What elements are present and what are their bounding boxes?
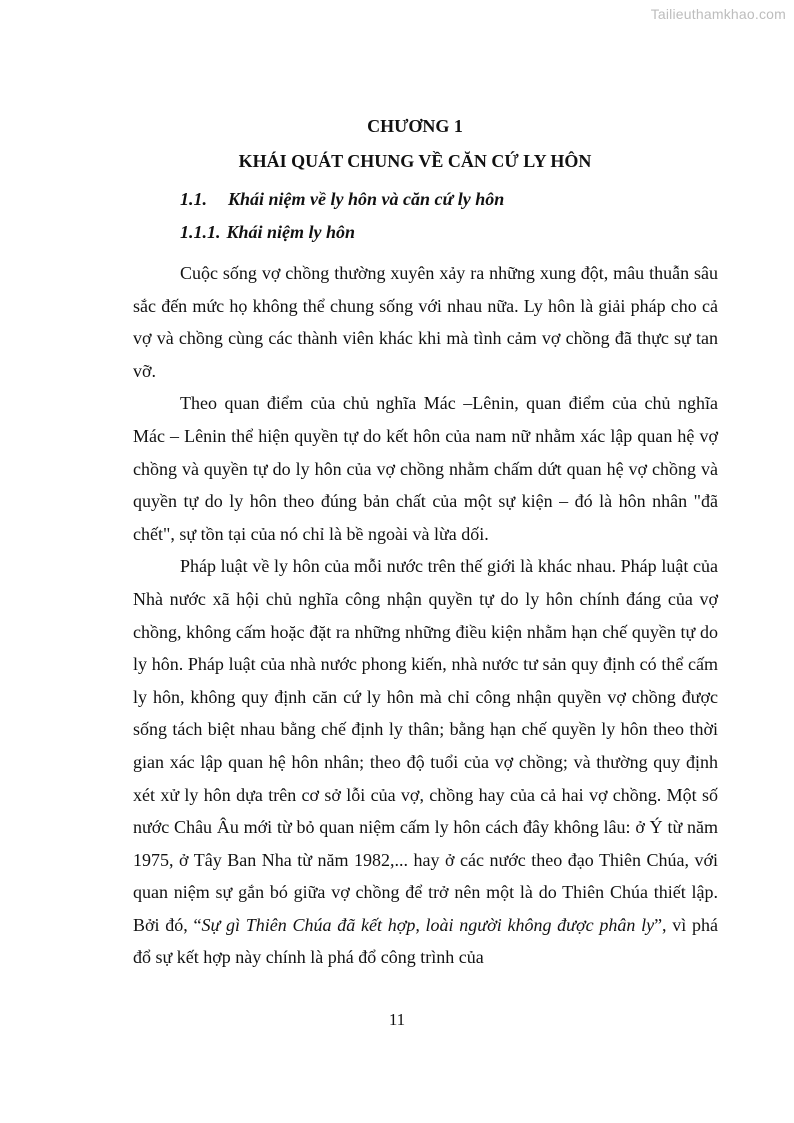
page-content (133, 114, 718, 974)
chapter-title: KHÁI QUÁT CHUNG VỀ CĂN CỨ LY HÔN (238, 151, 592, 171)
paragraph-3 (133, 550, 718, 974)
section-heading (180, 188, 718, 210)
subsection-heading (180, 221, 718, 243)
subsection-title: Khái niệm ly hôn (226, 222, 356, 242)
paragraph-3-text-b: ”, vì phá đổ sự kết hợp này chính là phá đổ công trình của (133, 914, 719, 968)
paragraph-1: Cuộc sống vợ chồng thường xuyên xảy ra những xung đột, mâu thuẫn sâu sắc đến mức họ không thể chung sống với nhau nữa. Ly hôn là giải pháp cho cả vợ và chồng cùng các thành viên khác khi mà tình cảm vợ chồng đã thực sự tan vỡ. (133, 263, 718, 381)
watermark: Tailieuthamkhao.com (650, 6, 786, 22)
paragraph-2: Theo quan điểm của chủ nghĩa Mác –Lênin, quan điểm của chủ nghĩa Mác – Lênin thể hiện quyền tự do kết hôn của nam nữ nhằm xác lập quan hệ vợ chồng và quyền tự do ly hôn của vợ chồng nhằm chấm dứt quan hệ vợ chồng và quyền tự do ly hôn theo đúng bản chất của một sự kiện – đó là hôn nhân "đã chết", sự tồn tại của nó chỉ là bề ngoài và lừa dối. (133, 393, 718, 544)
chapter-number: CHƯƠNG 1 (367, 116, 463, 136)
quotation: Sự gì Thiên Chúa đã kết hợp, loài người không được phân ly (201, 914, 655, 935)
section-number: 1.1. (180, 189, 207, 209)
section-title: Khái niệm về ly hôn và căn cứ ly hôn (228, 189, 505, 209)
subsection-number: 1.1.1. (180, 222, 221, 242)
paragraph-3-text-a: Pháp luật về ly hôn của mỗi nước trên thế giới là khác nhau. Pháp luật của Nhà nước xã hội chủ nghĩa công nhận quyền tự do ly hôn chính đáng của vợ chồng, không cấm hoặc đặt ra những những điều kiện nhằm hạn chế quyền tự do ly hôn. Pháp luật của nhà nước phong kiến, nhà nước tư sản quy định có thể cấm ly hôn, không quy định căn cứ ly hôn mà chỉ công nhận quyền vợ chồng được sống tách biệt nhau bằng chế định ly thân; bằng hạn chế quyền ly hôn theo thời gian xác lập quan hệ hôn nhân; theo độ tuổi của vợ chồng; và thường quy định xét xử ly hôn dựa trên cơ sở lỗi của vợ, chồng hay của cả hai vợ chồng. Một số nước Châu Âu mới từ bỏ quan niệm cấm ly hôn cách đây không lâu: ở Ý từ năm 1975, ở Tây Ban Nha từ năm 1982,... hay ở các nước theo đạo Thiên Chúa, với quan niệm sự gắn bó giữa vợ chồng để trở nên một là do Thiên Chúa thiết lập. Bởi đó, “ (133, 556, 718, 935)
page-number: 11 (388, 1010, 406, 1029)
